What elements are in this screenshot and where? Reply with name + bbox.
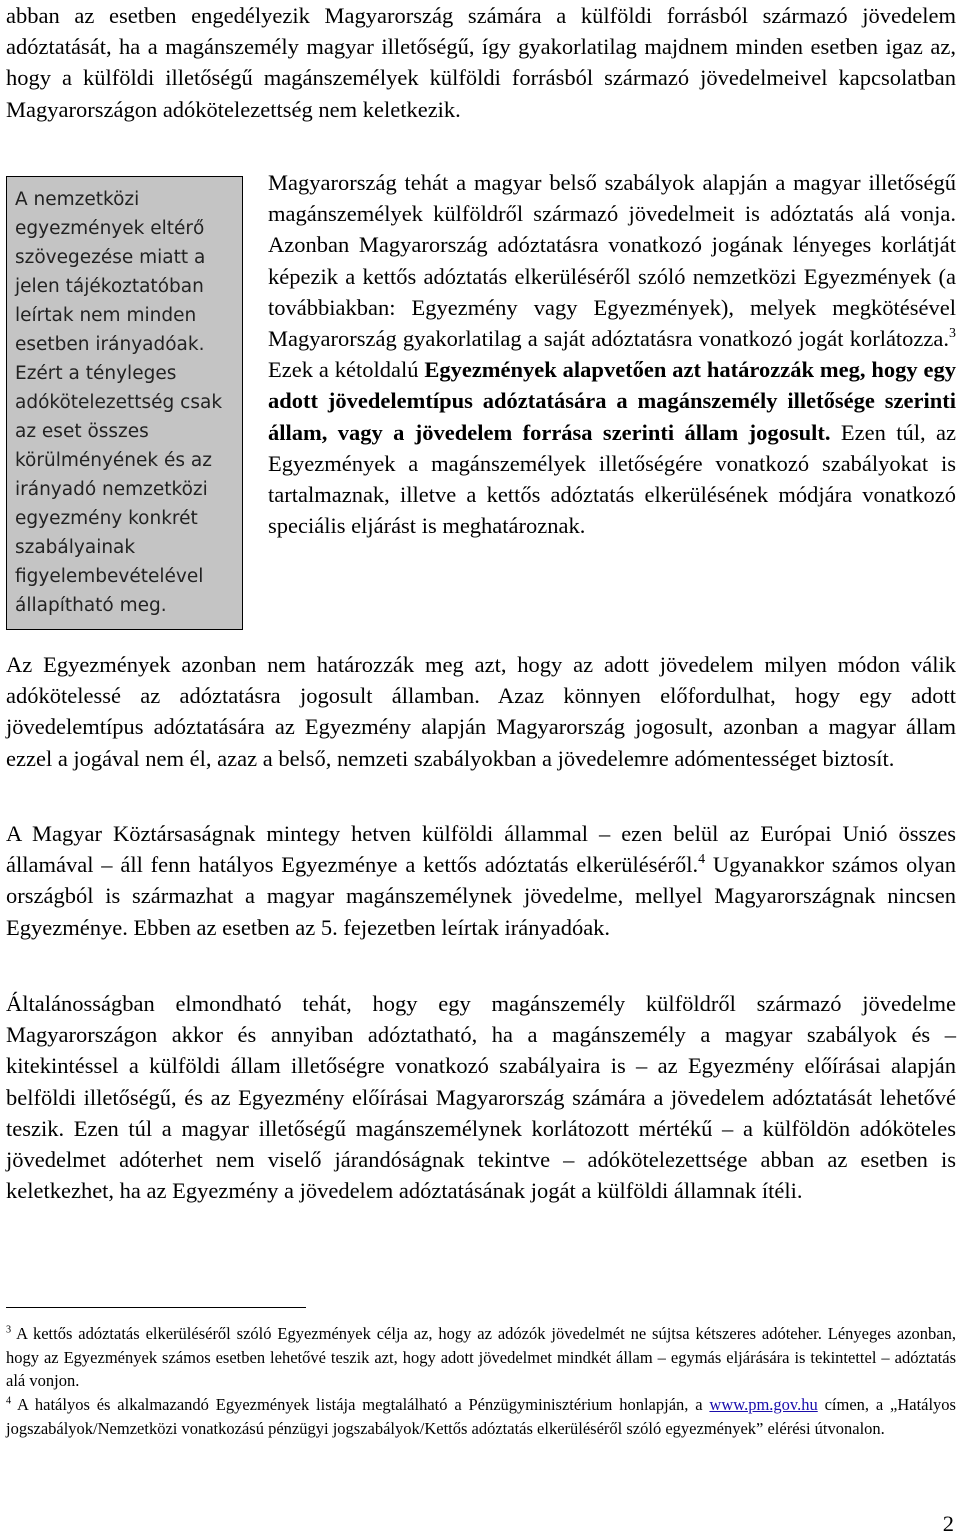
paragraph-summary: Általánosságban elmondható tehát, hogy egy magánszemély külföldről származó jövedelme Magyarországon akkor és annyiban adóztatható, ha a magánszemély a magyar szabályok és – kitekintéssel a külföldi állam illetőségre vonatkozó szabályaira is – az Egyezmény előírásai alapján belföldi illetőségű, és az Egyezmény előírásai Magyarország számára a jövedelem adóztatását lehetővé teszik. Ezen túl a magyar illetőségű magánszemélynek korlátozott mértékű – a külföldön adóköteles jövedelmet adóterhet nem viselő járandóságnak tekintve – adókötelezettsége abban az esetben is keletkezhet, ha az Egyezmény a jövedelem adóztatásának jogát a külföldi államnak ítéli. xyxy=(6,991,956,1204)
footnote-ref-3[interactable]: 3 xyxy=(949,325,956,341)
footnote-4-number: 4 xyxy=(6,1395,12,1407)
paragraph-continuation: abban az esetben engedélyezik Magyarország számára a külföldi forrásból származó jövedelem adóztatását, ha a magánszemély magyar illetőségű, így gyakorlatilag majdnem minden esetben igaz az, hogy a külföldi illetőségű magánszemélyek külföldi forrásból származó jövedelmeivel kapcsolatban Magyarországon adókötelezettség nem keletkezik. xyxy=(6,3,956,122)
paragraph-agreements-text-1: Magyarország tehát a magyar belső szabályok alapján a magyar illetőségű magánszemélyek külföldről származó jövedelmeit is adóztatás alá vonja. Azonban Magyarország adóztatásra vonatkozó jogának lényeges korlátját képezik a kettős adóztatás elkerüléséről szóló nemzetközi Egyezmények (a továbbiakban: Egyezmény vagy Egyezmények), melyek megkötésével Magyarország gyakorlatilag a saját adóztatásra vonatkozó jogát korlátozza. xyxy=(268,170,956,352)
ministry-website-link[interactable]: www.pm.gov.hu xyxy=(709,1395,818,1414)
footnote-4-text-1: A hatályos és alkalmazandó Egyezmények listája megtalálható a Pénzügyminisztérium honlapján, a xyxy=(11,1395,710,1414)
paragraph-agreements-text-2: Ezek a kétoldalú xyxy=(268,357,425,383)
paragraph-taxability: Az Egyezmények azonban nem határozzák meg azt, hogy az adott jövedelem milyen módon válik adókötelessé az adóztatásra jogosult államban. Azaz könnyen előfordulhat, hogy egy adott jövedelemtípus adóztatására az Egyezmény alapján Magyarország jogosult, azonban a magyar állam ezzel a jogával nem él, azaz a belső, nemzeti szabályokban a jövedelemre adómentességet biztosít. xyxy=(6,652,956,771)
paragraph-treaty-count-text-1: A Magyar Köztársaságnak mintegy hetven külföldi állammal – ezen belül az Európai Unió összes államával – áll fenn hatályos Egyezménye a kettős adóztatás elkerüléséről. xyxy=(6,821,956,878)
footnote-4 xyxy=(6,1393,956,1440)
document-page xyxy=(6,0,956,1536)
footnote-4-text-2: címen, a „Hatályos jogszabályok/Nemzetközi vonatkozású pénzügyi jogszabályok/Kettős adóztatás elkerüléséről szóló egyezmények” elérési útvonalon. xyxy=(6,1395,956,1438)
paragraph-treaty-count-text-2: Ugyanakkor számos olyan országból is származhat a magyar magánszemélynek jövedelme, mellyel Magyarországnak nincsen Egyezménye. Ebben az esetben az 5. fejezetben leírtak irányadóak. xyxy=(6,852,956,940)
page-number: 2 xyxy=(942,1511,954,1536)
footnote-3-text: A kettős adóztatás elkerüléséről szóló Egyezmények célja az, hogy az adózók jövedelmét ne sújtsa kétszeres adóteher. Lényeges azonban, hogy az Egyezmények számos esetben lehetővé teszik azt, hogy adott jövedelmet mindkét állam – egymás eljárására is tekintettel – adóztatás alá vonjon. xyxy=(6,1324,956,1390)
paragraph-agreements-bold: Egyezmények alapvetően azt határozzák meg, hogy egy adott jövedelemtípus adóztatására a magánszemély illetősége szerinti állam, vagy a jövedelem forrása szerinti állam jogosult. xyxy=(268,357,956,445)
paragraph-agreements-text-3: Ezen túl, az Egyezmények a magánszemélyek illetőségére vonatkozó szabályokat is tartalmaznak, illetve a kettős adóztatás elkerülésének módjára vonatkozó speciális eljárást is meghatároznak. xyxy=(268,419,956,539)
footnote-3 xyxy=(6,1322,956,1393)
footnote-separator xyxy=(6,1307,306,1308)
footnote-3-number: 3 xyxy=(6,1324,12,1336)
footnote-ref-4[interactable]: 4 xyxy=(698,852,706,868)
disclaimer-box xyxy=(6,176,243,630)
paragraph-treaty-count xyxy=(6,818,956,943)
disclaimer-text: A nemzetközi egyezmények eltérő szövegezése miatt a jelen tájékoztatóban leírtak nem minden esetben irányadóak. Ezért a tényleges adókötelezettség csak az eset összes körülményének és az irányadó nemzetközi egyezmény konkrét szabályainak figyelembevételével állapítható meg. xyxy=(15,189,223,616)
paragraph-agreements xyxy=(268,167,956,541)
